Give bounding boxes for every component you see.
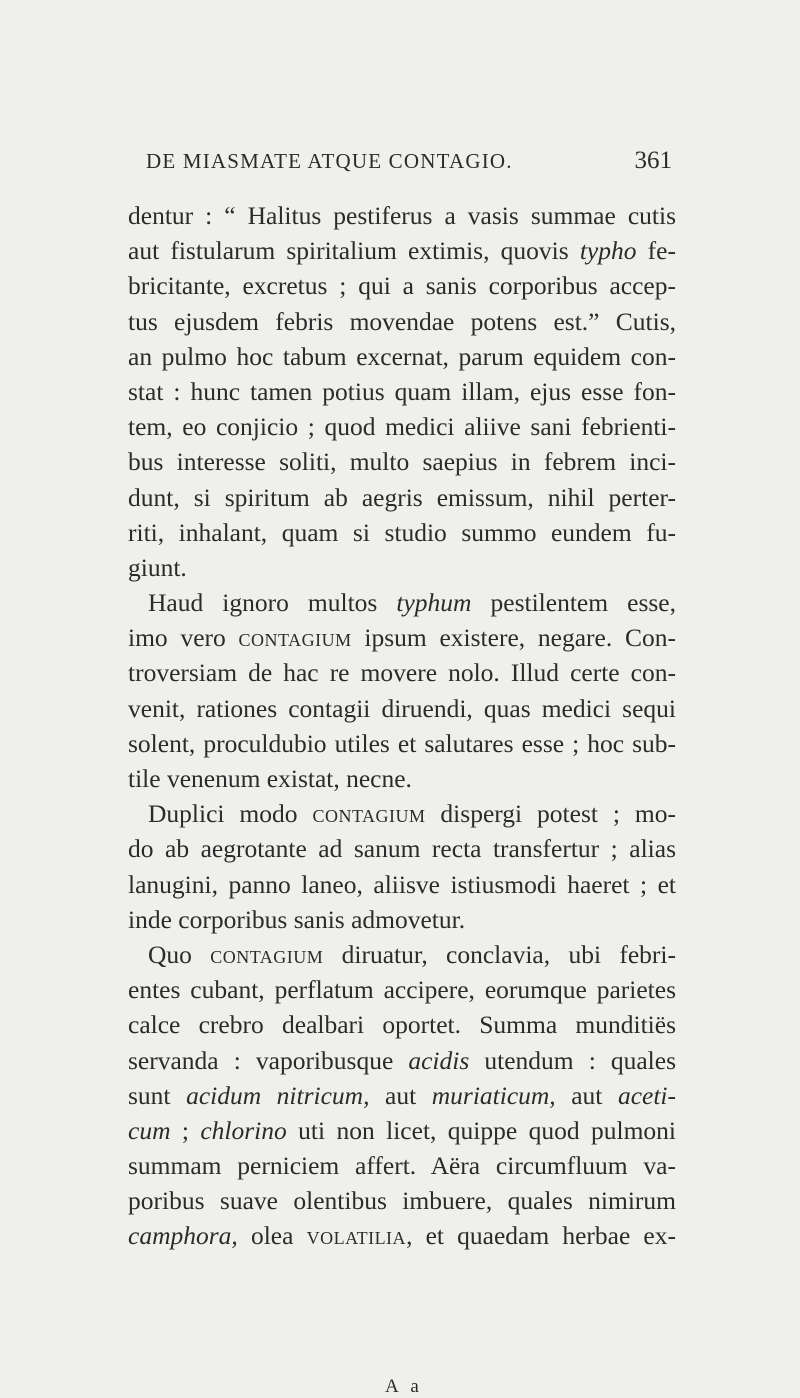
text-run: dispergi potest ; mo- — [425, 799, 676, 829]
text-run: servanda : vaporibusque — [128, 1045, 409, 1075]
text-run: imo vero — [128, 623, 239, 653]
text-run: stat : hunc tamen potius quam illam, ejus esse fon- — [128, 376, 676, 406]
text-line — [128, 937, 676, 972]
text-line — [128, 655, 676, 690]
text-line — [128, 796, 676, 831]
smallcaps-text: contagium — [312, 799, 426, 829]
text-run: dunt, si spiritum ab aegris emissum, nihil perter- — [128, 482, 676, 512]
text-line — [128, 339, 676, 374]
smallcaps-text: contagium — [238, 623, 352, 653]
text-line — [128, 268, 676, 303]
body-text — [128, 198, 676, 1254]
text-run: solent, proculdubio utiles et salutares esse ; hoc sub- — [128, 728, 676, 758]
text-line — [128, 1113, 676, 1148]
italic-text: camphora, — [128, 1221, 238, 1251]
text-line — [128, 444, 676, 479]
text-line — [128, 1183, 676, 1218]
text-run: ; — [170, 1115, 201, 1145]
smallcaps-text: volatilia — [306, 1221, 407, 1251]
text-line — [128, 1148, 676, 1183]
text-line — [128, 972, 676, 1007]
italic-text: acidum nitricum, — [186, 1080, 370, 1110]
text-run: fe- — [636, 236, 676, 266]
text-run: bus interesse soliti, multo saepius in febrem inci- — [128, 447, 676, 477]
text-line — [128, 480, 676, 515]
italic-text: acidis — [408, 1045, 470, 1075]
text-run: troversiam de hac re movere nolo. Illud certe con- — [128, 658, 676, 688]
text-run: pestilentem esse, — [471, 588, 676, 618]
text-run: tus ejusdem febris movendae potens est.” Cutis, — [128, 306, 676, 336]
text-run: inde corporibus sanis admovetur. — [128, 904, 466, 934]
text-run: sunt — [128, 1080, 187, 1110]
text-run: dentur : “ Halitus pestiferus a vasis summae cutis — [128, 201, 676, 230]
text-line — [128, 585, 676, 620]
italic-text: aceti- — [617, 1080, 677, 1110]
text-line — [128, 902, 676, 937]
text-line — [128, 233, 676, 268]
text-run: summam perniciem affert. Aëra circumfluum va- — [128, 1151, 676, 1181]
text-run: calce crebro dealbari oportet. Summa munditiës — [128, 1010, 676, 1040]
text-run: aut — [369, 1080, 432, 1110]
text-line — [128, 550, 676, 585]
text-run: do ab aegrotante ad sanum recta transfertur ; alias — [128, 834, 676, 864]
italic-text: muriaticum, — [431, 1080, 556, 1110]
text-run: poribus suave olentibus imbuere, quales nimirum — [128, 1186, 676, 1216]
italic-text: cum — [128, 1115, 171, 1145]
text-line — [128, 1218, 676, 1253]
text-run: , et quaedam herbae ex- — [406, 1221, 676, 1251]
page-header — [0, 141, 800, 181]
text-run: uti non licet, quippe quod pulmoni — [286, 1115, 676, 1145]
text-run: lanugini, panno laneo, aliisve istiusmodi haeret ; et — [128, 869, 676, 899]
italic-text: chlorino — [200, 1115, 287, 1145]
text-line — [128, 409, 676, 444]
text-line — [128, 1043, 676, 1078]
text-run: bricitante, excretus ; qui a sanis corporibus accep- — [128, 271, 676, 301]
text-run: aut — [555, 1080, 618, 1110]
text-line — [128, 726, 676, 761]
text-run: utendum : quales — [469, 1045, 677, 1075]
text-line — [128, 304, 676, 339]
text-line — [128, 867, 676, 902]
text-run: entes cubant, perflatum accipere, eorumque parietes — [128, 975, 676, 1005]
text-line — [128, 761, 676, 796]
text-line — [128, 831, 676, 866]
text-run: tem, eo conjicio ; quod medici aliive sani febrienti- — [128, 412, 676, 442]
text-run: diruatur, conclavia, ubi febri- — [323, 939, 676, 969]
text-line — [128, 691, 676, 726]
text-run: venit, rationes contagii diruendi, quas medici sequi — [128, 693, 676, 723]
text-run: an pulmo hoc tabum excernat, parum equidem con- — [128, 341, 676, 371]
italic-text: typhum — [396, 588, 472, 618]
smallcaps-text: contagium — [210, 939, 324, 969]
text-run: Quo — [148, 939, 211, 969]
text-line — [128, 620, 676, 655]
text-run: riti, inhalant, quam si studio summo eundem fu- — [128, 517, 676, 547]
text-run: tile venenum existat, necne. — [128, 764, 412, 793]
text-line — [128, 374, 676, 409]
text-line — [128, 198, 676, 233]
text-line — [128, 1007, 676, 1042]
running-title: DE MIASMATE ATQUE CONTAGIO. — [146, 149, 513, 173]
text-run: giunt. — [128, 552, 187, 582]
signature-mark: A a — [385, 1376, 423, 1397]
text-run: ipsum existere, negare. Con- — [351, 623, 677, 653]
text-run: Duplici modo — [148, 799, 313, 829]
text-run: aut fistularum spiritalium extimis, quovis — [128, 236, 580, 266]
text-run: olea — [237, 1221, 307, 1251]
text-run: Haud ignoro multos — [148, 588, 397, 618]
page-number: 361 — [634, 147, 672, 174]
text-line — [128, 515, 676, 550]
text-line — [128, 1078, 676, 1113]
italic-text: typho — [579, 236, 637, 266]
